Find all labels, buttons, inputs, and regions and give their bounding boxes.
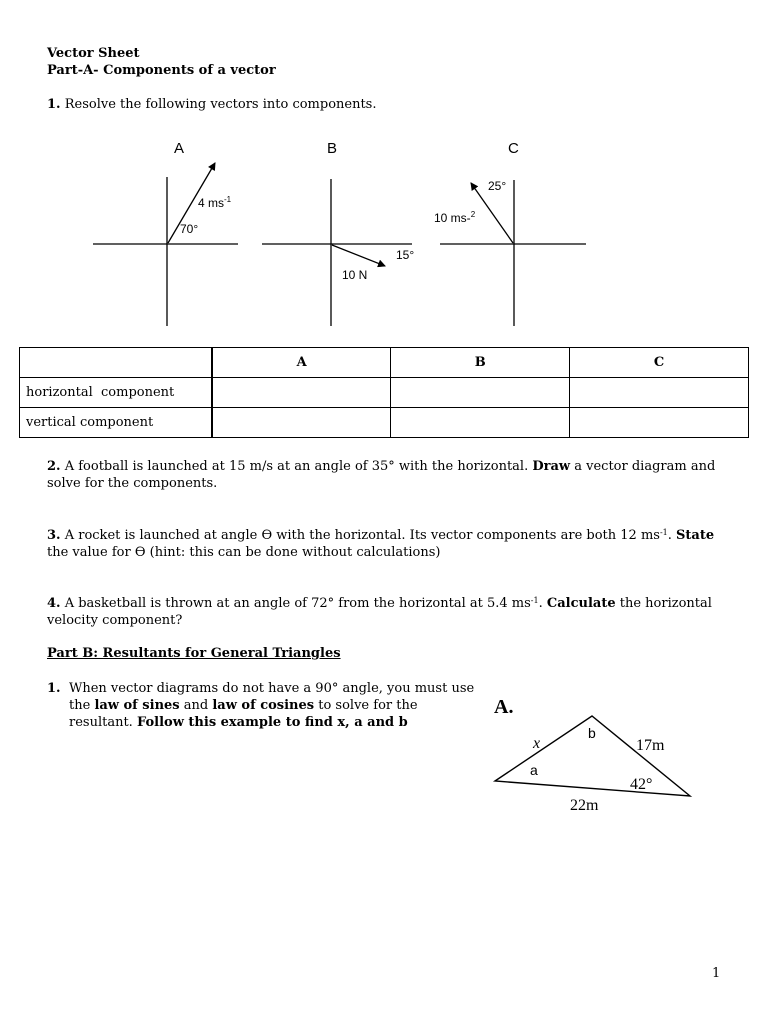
- cell-vertical-b[interactable]: [391, 408, 570, 438]
- part-b-question-1-line-3: [69, 714, 408, 731]
- page-number: 1: [712, 966, 721, 981]
- diagram-a-label: A: [174, 140, 185, 157]
- question-text: the horizontal: [619, 596, 712, 611]
- cell-horizontal-b[interactable]: [391, 378, 570, 408]
- diagram-a-angle: 70°: [180, 222, 199, 236]
- question-text: A basketball is thrown at an angle of 72° from the horizontal at 5.4 ms: [64, 596, 531, 611]
- diagram-b-angle: 15°: [396, 248, 415, 262]
- question-number: 4.: [47, 596, 61, 611]
- diagram-b-magnitude: 10 N: [342, 268, 368, 282]
- question-2: [47, 458, 715, 475]
- triangle-label-b: b: [588, 725, 596, 741]
- question-number: 3.: [47, 528, 61, 543]
- question-3-line-2: the value for ϴ (hint: this can be done without calculations): [47, 545, 441, 560]
- document-title: Vector Sheet: [47, 46, 140, 61]
- question-2-line-2: solve for the components.: [47, 476, 218, 491]
- diagram-c: [434, 140, 586, 326]
- cell-vertical-c[interactable]: [570, 408, 749, 438]
- question-text: a vector diagram and: [574, 459, 716, 474]
- question-1: [47, 96, 377, 113]
- table-header-blank: [20, 348, 213, 378]
- question-number: 1.: [47, 97, 61, 112]
- question-text: .: [667, 528, 672, 543]
- question-text: .: [538, 596, 543, 611]
- text: to solve for the: [318, 698, 418, 713]
- part-b-heading: Part B: Resultants for General Triangles: [47, 646, 341, 661]
- table-row: [20, 378, 749, 408]
- question-text: Resolve the following vectors into components.: [64, 97, 377, 112]
- part-a-heading: Part-A- Components of a vector: [47, 63, 276, 78]
- question-keyword: State: [676, 528, 715, 543]
- question-4-line-2: velocity component?: [47, 613, 183, 628]
- table-header-row: [20, 348, 749, 378]
- diagram-b: [262, 140, 414, 326]
- table-header-c: C: [570, 348, 749, 378]
- keyword: law of sines: [94, 698, 180, 713]
- question-4: [47, 595, 712, 612]
- triangle-angle: 42°: [630, 776, 653, 793]
- superscript: -1: [530, 596, 539, 605]
- keyword: Follow this example to find x, a and b: [136, 715, 408, 730]
- table-row: [20, 408, 749, 438]
- vector-diagrams: [0, 130, 768, 330]
- question-3: [47, 527, 714, 544]
- diagram-c-angle: 25°: [488, 179, 507, 193]
- diagram-a: [93, 140, 238, 326]
- text: resultant.: [69, 715, 133, 730]
- part-b-question-1-line-1: When vector diagrams do not have a 90° angle, you must use: [69, 681, 475, 696]
- part-b-question-1-number: 1.: [47, 681, 61, 696]
- part-b-question-1-line-2: [69, 697, 418, 714]
- question-text: A rocket is launched at angle ϴ with the horizontal. Its vector components are both 12 ms: [64, 528, 660, 543]
- table-header-a: A: [212, 348, 391, 378]
- question-keyword: Calculate: [546, 596, 616, 611]
- cell-horizontal-c[interactable]: [570, 378, 749, 408]
- components-table: [19, 347, 749, 438]
- triangle-title: A.: [494, 696, 514, 718]
- question-keyword: Draw: [532, 459, 571, 474]
- row-label-horizontal: horizontal component: [20, 378, 213, 408]
- table-header-b: B: [391, 348, 570, 378]
- diagram-a-magnitude: 4 $ms^{-1}$: [198, 195, 232, 210]
- triangle-side-right: 17m: [636, 737, 665, 754]
- triangle-label-x: x: [533, 735, 541, 752]
- triangle-side-bottom: 22m: [570, 797, 599, 814]
- diagram-c-magnitude: 10 ms-$^2$: [434, 210, 476, 225]
- triangle-diagram: [485, 690, 710, 820]
- question-number: 2.: [47, 459, 61, 474]
- keyword: law of cosines: [212, 698, 315, 713]
- question-text: A football is launched at 15 m/s at an angle of 35° with the horizontal.: [64, 459, 529, 474]
- text: the: [69, 698, 91, 713]
- diagram-b-label: B: [327, 140, 338, 157]
- triangle-label-a: a: [530, 762, 538, 778]
- superscript: -1: [659, 528, 668, 537]
- cell-horizontal-a[interactable]: [212, 378, 391, 408]
- text: and: [183, 698, 209, 713]
- diagram-c-label: C: [508, 140, 519, 157]
- diagram-b-vector: [332, 245, 385, 266]
- row-label-vertical: vertical component: [20, 408, 213, 438]
- cell-vertical-a[interactable]: [212, 408, 391, 438]
